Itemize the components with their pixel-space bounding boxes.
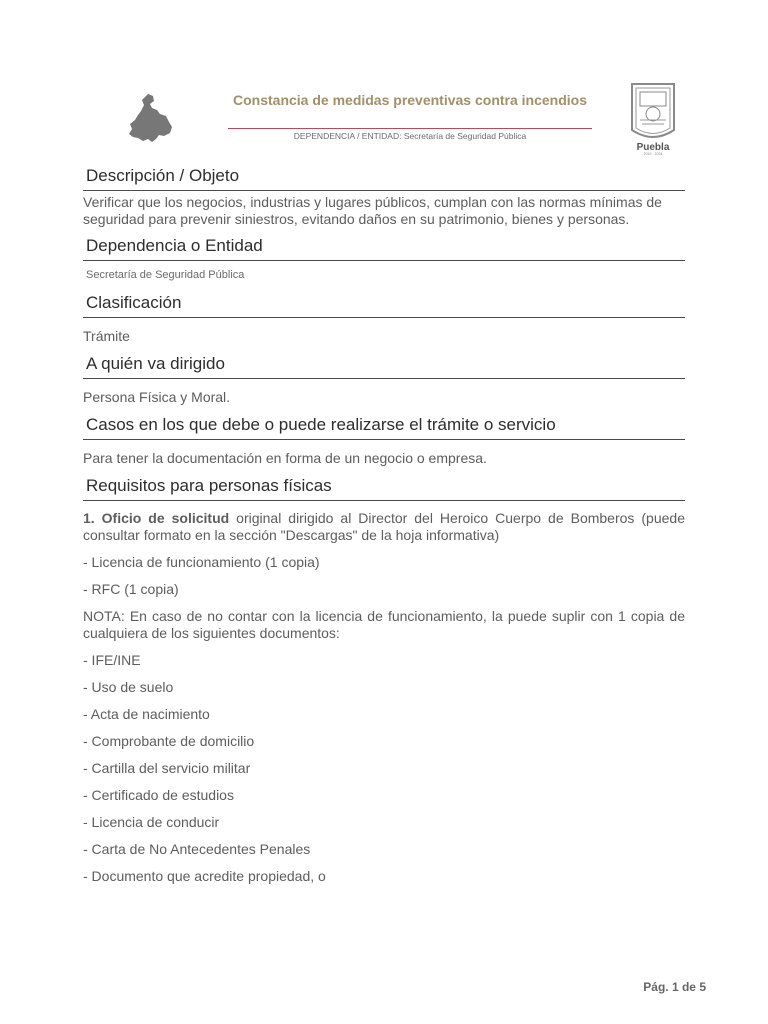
requisito-line: - Documento que acredite propiedad, o	[83, 868, 326, 884]
requisito-line: - Acta de nacimiento	[83, 706, 210, 722]
document-header	[0, 0, 768, 160]
requisito-line: - IFE/INE	[83, 652, 141, 668]
clasificacion-text: Trámite	[83, 328, 130, 344]
requisito-line: - Cartilla del servicio militar	[83, 760, 251, 776]
requisitos-list	[83, 554, 685, 885]
requisito-line: - Carta de No Antecedentes Penales	[83, 841, 311, 857]
title-rule	[228, 128, 592, 129]
requisito-oficio-title: 1. Oficio de solicitud	[83, 510, 230, 526]
requisito-line: - Licencia de conducir	[83, 814, 220, 830]
requisito-line: - Licencia de funcionamiento (1 copia)	[83, 554, 320, 570]
requisito-line: - Comprobante de domicilio	[83, 733, 255, 749]
requisito-line: - RFC (1 copia)	[83, 581, 179, 597]
page-number: Pág. 1 de 5	[643, 980, 706, 994]
requisito-line: NOTA: En caso de no contar con la licencia de funcionamiento, la puede suplir con 1 copia de cualquiera de los siguientes documentos:	[83, 608, 685, 641]
puebla-state-map-icon	[126, 92, 174, 144]
casos-text: Para tener la documentación en forma de un negocio o empresa.	[83, 450, 487, 466]
requisito-line: - Uso de suelo	[83, 679, 174, 695]
seal-years: 2019 - 2024	[643, 152, 663, 156]
document-content	[83, 162, 685, 885]
dirigido-text: Persona Física y Moral.	[83, 389, 231, 405]
requisito-oficio-detail: original dirigido al Director del Heroico Cuerpo de Bomberos (puede consultar formato en la sección "Descargas" de la hoja informativa)	[83, 510, 685, 543]
requisito-line: - Certificado de estudios	[83, 787, 234, 803]
requisito-oficio	[83, 510, 685, 544]
heading-requisitos: Requisitos para personas físicas	[83, 472, 685, 501]
seal-label: Puebla	[636, 142, 670, 153]
descripcion-text: Verificar que los negocios, industrias y lugares públicos, cumplan con las normas mínimas de seguridad para prevenir siniestros, evitando daños en su patrimonio, bienes y personas.	[83, 194, 662, 227]
document-subtitle: DEPENDENCIA / ENTIDAD: Secretaría de Seguridad Pública	[293, 131, 527, 141]
puebla-seal-logo	[626, 80, 680, 156]
heading-dirigido: A quién va dirigido	[83, 350, 685, 379]
heading-clasificacion: Clasificación	[83, 289, 685, 318]
heading-dependencia: Dependencia o Entidad	[83, 232, 685, 261]
document-title: Constancia de medidas preventivas contra incendios	[233, 92, 587, 108]
heading-casos: Casos en los que debe o puede realizarse el trámite o servicio	[83, 411, 685, 440]
dependencia-text: Secretaría de Seguridad Pública	[86, 269, 245, 281]
heading-descripcion: Descripción / Objeto	[83, 162, 685, 191]
